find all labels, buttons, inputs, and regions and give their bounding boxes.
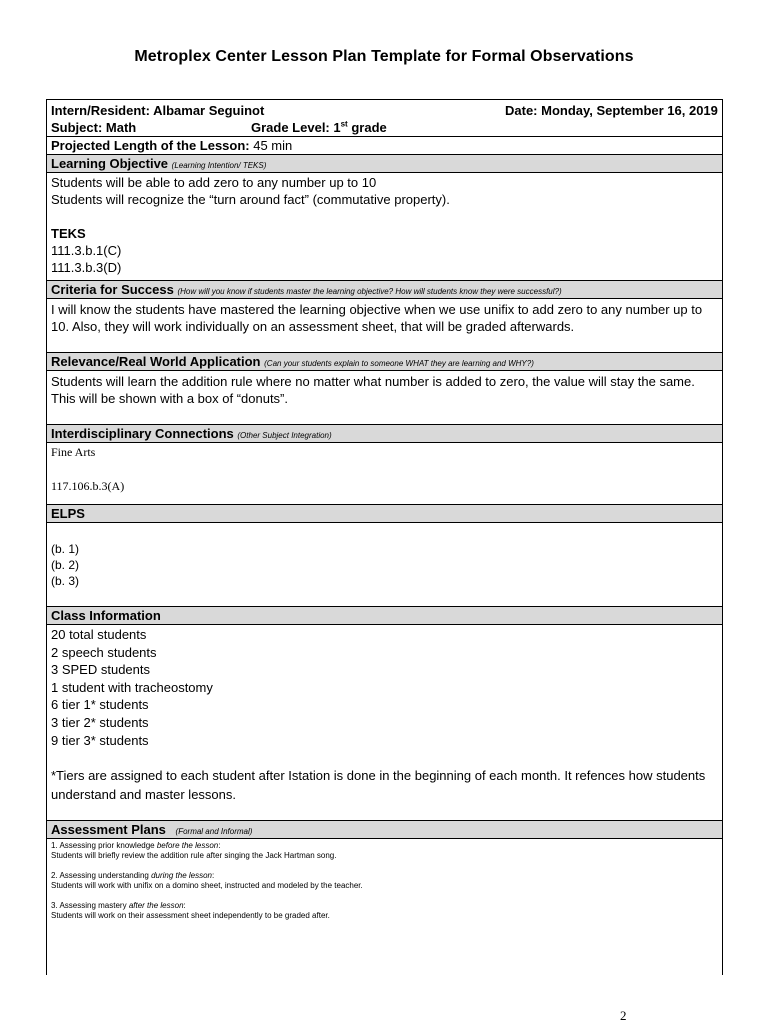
class-info-body xyxy=(47,625,722,821)
assessment-body xyxy=(47,839,722,923)
relevance-body xyxy=(47,371,722,425)
class-info-line: 3 SPED students xyxy=(51,662,150,678)
class-info-heading: Class Information xyxy=(51,608,161,623)
class-info-line: 2 speech students xyxy=(51,644,157,660)
length-value: 45 min xyxy=(249,138,293,153)
page-title: Metroplex Center Lesson Plan Template for Formal Observations xyxy=(134,48,634,65)
intern-row xyxy=(47,100,722,137)
length-label: Projected Length of the Lesson: xyxy=(51,138,250,153)
relevance-heading: Relevance/Real World Application xyxy=(51,354,261,369)
relevance-text: Students will learn the addition rule where no matter what number is added to zero, the value will stay the same. This will be shown with a box of “donuts”. xyxy=(51,374,695,406)
assessment-heading: Assessment Plans xyxy=(51,822,166,837)
subject-label: Subject: Math xyxy=(51,120,137,135)
teks-item: 111.3.b.3(D) xyxy=(51,260,122,275)
objective-line: Students will be able to add zero to any number up to 10 xyxy=(51,175,377,190)
date-label: Date: Monday, September 16, 2019 xyxy=(505,103,718,118)
assessment-detail: Students will work with unifix on a domino sheet, instructed and modeled by the teacher. xyxy=(51,881,363,890)
lesson-plan-form xyxy=(46,99,723,975)
assessment-detail: Students will briefly review the addition rule after singing the Jack Hartman song. xyxy=(51,851,337,860)
assessment-detail: Students will work on their assessment sheet independently to be graded after. xyxy=(51,911,330,920)
criteria-text: I will know the students have mastered the learning objective when we use unifix to add zero to any number up to 10. Also, they will work individually on an assessment sheet, that will be graded afterwards. xyxy=(51,302,703,334)
class-info-line: 3 tier 2* students xyxy=(51,714,149,730)
teks-item: 111.3.b.1(C) xyxy=(51,243,122,258)
teks-heading: TEKS xyxy=(51,226,86,241)
class-info-header xyxy=(47,607,722,625)
class-info-line: 1 student with tracheostomy xyxy=(51,679,213,695)
page-number: 2 xyxy=(620,1008,627,1023)
interdisciplinary-header xyxy=(47,425,722,443)
objective-line: Students will recognize the “turn around fact” (commutative property). xyxy=(51,192,450,207)
intern-label: Intern/Resident: Albamar Seguinot xyxy=(51,103,265,118)
elps-item: (b. 2) xyxy=(51,558,80,572)
criteria-hint: (How will you know if students master the learning objective? How will students know they were successful?) xyxy=(177,287,562,296)
class-info-line: 9 tier 3* students xyxy=(51,732,149,748)
elps-heading: ELPS xyxy=(51,506,85,521)
assessment-item: 3. Assessing mastery after the lesson: Students will work on their assessment sheet independently to be graded after. xyxy=(51,901,718,921)
tier-note: *Tiers are assigned to each student after Istation is done in the beginning of each month. It refences how students understand and master lessons. xyxy=(51,768,706,803)
fine-arts-label: Fine Arts xyxy=(51,445,96,459)
interdisciplinary-heading: Interdisciplinary Connections xyxy=(51,426,234,441)
criteria-body xyxy=(47,299,722,353)
elps-item: (b. 3) xyxy=(51,574,80,588)
relevance-hint: (Can your students explain to someone WHAT they are learning and WHY?) xyxy=(264,359,534,368)
assessment-hint: (Formal and Informal) xyxy=(175,827,253,836)
criteria-header xyxy=(47,281,722,299)
relevance-header xyxy=(47,353,722,371)
interdisciplinary-body xyxy=(47,443,722,505)
assessment-header xyxy=(47,821,722,839)
elps-body xyxy=(47,523,722,607)
learning-objective-heading: Learning Objective xyxy=(51,156,169,171)
class-info-line: 6 tier 1* students xyxy=(51,697,149,713)
length-row xyxy=(47,137,722,155)
learning-objective-hint: (Learning Intention/ TEKS) xyxy=(171,161,267,170)
class-info-line: 20 total students xyxy=(51,627,147,642)
assessment-item: 1. Assessing prior knowledge before the lesson: Students will briefly review the addition rule after singing the Jack Hartman song. xyxy=(51,841,718,861)
assessment-item: 2. Assessing understanding during the lesson: Students will work with unifix on a domino sheet, instructed and modeled by the teacher. xyxy=(51,871,718,891)
elps-item: (b. 1) xyxy=(51,542,80,556)
grade-level: Grade Level: 1st grade xyxy=(251,119,387,135)
learning-objective-body xyxy=(47,173,722,281)
criteria-heading: Criteria for Success xyxy=(51,282,174,297)
interdisciplinary-hint: (Other Subject Integration) xyxy=(237,431,332,440)
elps-header xyxy=(47,505,722,523)
learning-objective-header xyxy=(47,155,722,173)
fine-arts-teks: 117.106.b.3(A) xyxy=(51,479,125,493)
